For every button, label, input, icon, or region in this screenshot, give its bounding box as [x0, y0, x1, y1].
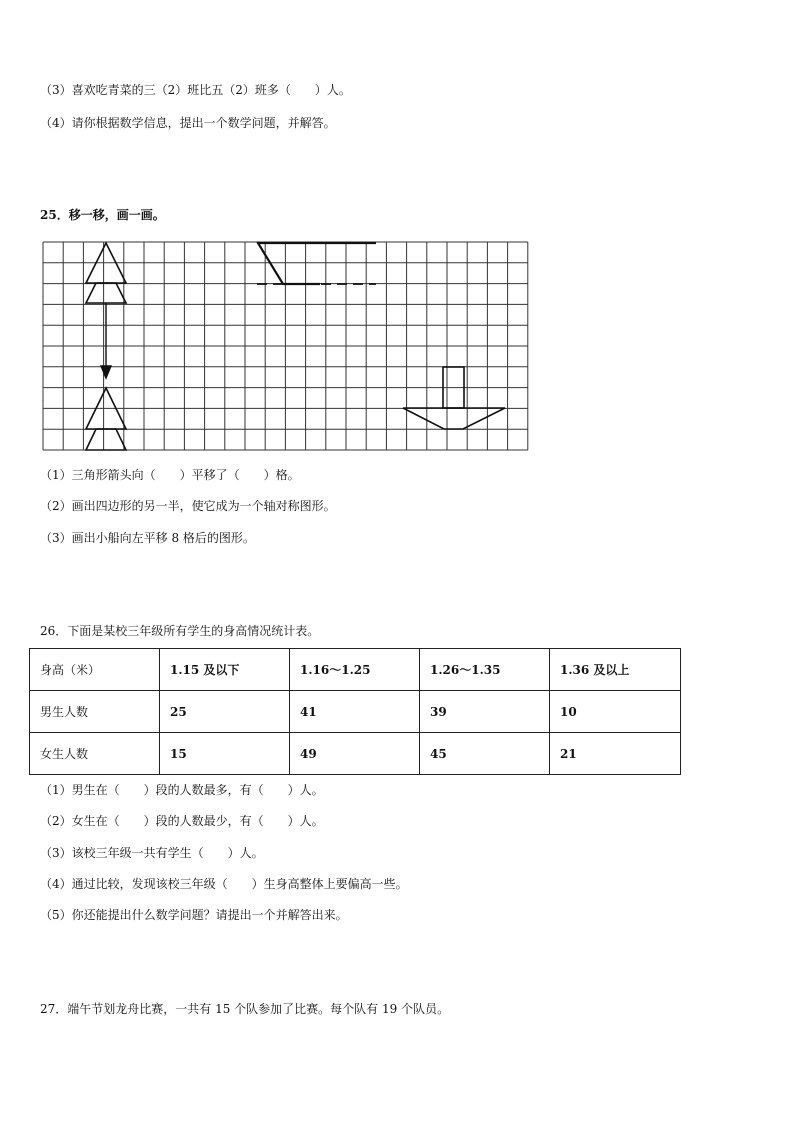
q25-sub2: （2）画出四边形的另一半，使它成为一个轴对称图形。 — [40, 499, 336, 513]
q26-sub1: （1）男生在（ ）段的人数最多，有（ ）人。 — [40, 783, 324, 797]
q24-sub4: （4）请你根据数学信息，提出一个数学问题，并解答。 — [40, 116, 336, 130]
boat — [403, 367, 505, 429]
header-cell: 1.15 及以下 — [160, 649, 290, 691]
q26-sub4: （4）通过比较，发现该校三年级（ ）生身高整体上要偏高一些。 — [40, 877, 408, 891]
q26-sub5: （5）你还能提出什么数学问题？请提出一个并解答出来。 — [40, 908, 348, 922]
height-statistics-table — [29, 648, 681, 775]
q25-sub3: （3）画出小船向左平移 8 格后的图形。 — [40, 531, 255, 545]
table-cell: 49 — [290, 733, 420, 775]
header-cell: 1.26～1.35 — [420, 649, 550, 691]
table-cell: 45 — [420, 733, 550, 775]
table-cell: 41 — [290, 691, 420, 733]
row-label: 男生人数 — [30, 691, 160, 733]
square-grid — [43, 242, 528, 450]
table-cell: 10 — [550, 691, 681, 733]
q26-sub3: （3）该校三年级一共有学生（ ）人。 — [40, 846, 264, 860]
arrow-head — [101, 366, 111, 378]
original-triangle-lower — [86, 283, 126, 303]
boat-hull — [403, 408, 505, 429]
table-cell: 21 — [550, 733, 681, 775]
table-row — [30, 733, 681, 775]
row-label: 女生人数 — [30, 733, 160, 775]
q26-title: 26．下面是某校三年级所有学生的身高情况统计表。 — [40, 624, 320, 638]
table-row — [30, 691, 681, 733]
table-cell: 25 — [160, 691, 290, 733]
q26-sub2: （2）女生在（ ）段的人数最少，有（ ）人。 — [40, 814, 324, 828]
moved-triangle-arrow — [86, 388, 126, 450]
q25-title: 25．移一移，画一画。 — [40, 208, 165, 222]
moved-triangle-lower — [86, 429, 126, 450]
q25-sub1: （1）三角形箭头向（ ）平移了（ ）格。 — [40, 468, 300, 482]
q24-sub3: （3）喜欢吃青菜的三（2）班比五（2）班多（ ）人。 — [40, 83, 351, 97]
q27-title: 27．端午节划龙舟比赛，一共有 15 个队参加了比赛。每个队有 19 个队员。 — [40, 1002, 450, 1016]
header-cell: 1.36 及以上 — [550, 649, 681, 691]
table-cell: 39 — [420, 691, 550, 733]
translation-arrow — [101, 303, 111, 378]
original-triangle-arrow — [86, 243, 126, 303]
table-cell: 15 — [160, 733, 290, 775]
header-cell: 1.16～1.25 — [290, 649, 420, 691]
header-cell: 身高（米） — [30, 649, 160, 691]
table-header-row — [30, 649, 681, 691]
half-quadrilateral — [258, 243, 376, 284]
